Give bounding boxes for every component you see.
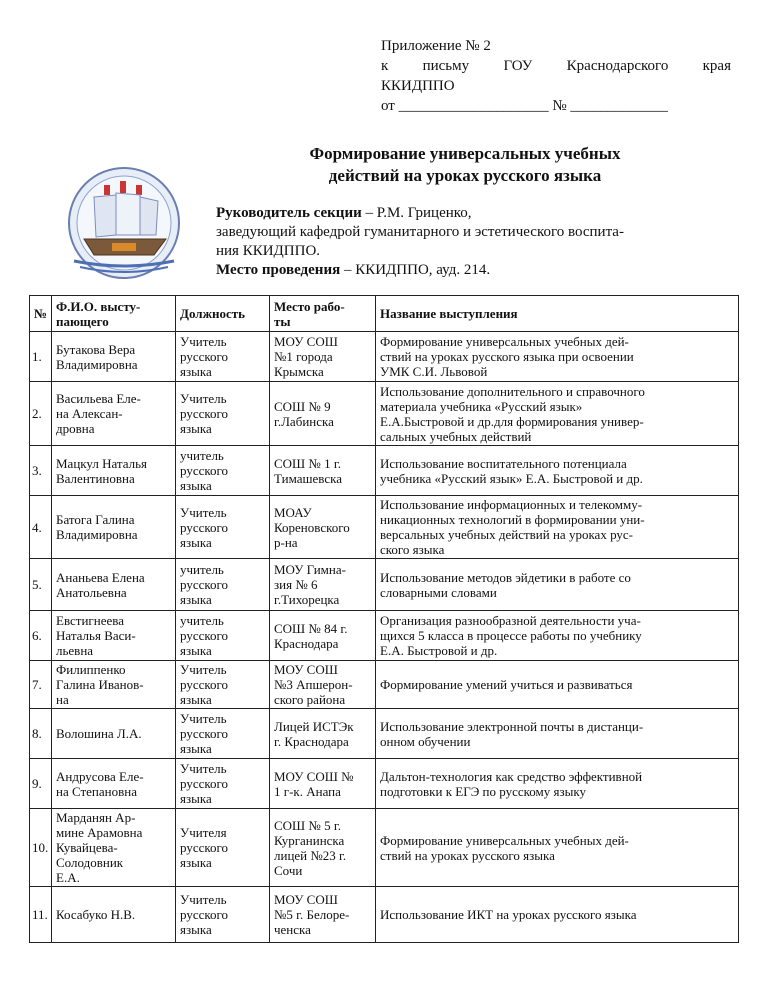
talk-title: Дальтон-технология как средство эффективной подготовки к ЕГЭ по русскому языку — [376, 759, 739, 809]
leader-label: Руководитель секции — [216, 205, 362, 221]
row-number: 7. — [30, 661, 52, 709]
table-row — [30, 661, 739, 709]
row-number: 6. — [30, 611, 52, 661]
venue-value: – ККИДППО, ауд. 214. — [340, 262, 491, 278]
table-row — [30, 809, 739, 887]
table-header-row — [30, 296, 739, 332]
speaker-name: Волошина Л.А. — [52, 709, 176, 759]
talk-title: Формирование универсальных учебных дей- ствий на уроках русского языка при освоении УМК С.И. Львовой — [376, 332, 739, 382]
speaker-workplace: СОШ № 5 г. Курганинска лицей №23 г. Сочи — [270, 809, 376, 887]
speaker-workplace: МОУ Гимна- зия № 6 г.Тихорецка — [270, 559, 376, 611]
row-number: 5. — [30, 559, 52, 611]
talk-title: Использование информационных и телекомму- никационных технологий в формировании уни- версальных учебных действий на уроках рус- ского языка — [376, 496, 739, 559]
leader-position-line-1: заведующий кафедрой гуманитарного и эстетического воспита- — [216, 224, 624, 240]
letter-word: к — [381, 58, 389, 74]
row-number: 1. — [30, 332, 52, 382]
talk-title: Использование ИКТ на уроках русского языка — [376, 887, 739, 943]
talk-title: Формирование умений учиться и развиваться — [376, 661, 739, 709]
speaker-name: Андрусова Еле- на Степановна — [52, 759, 176, 809]
speaker-workplace: МОУ СОШ №3 Апшерон- ского района — [270, 661, 376, 709]
speaker-name: Мацкул Наталья Валентиновна — [52, 446, 176, 496]
row-number: 2. — [30, 382, 52, 446]
table-row — [30, 759, 739, 809]
talk-title: Использование воспитательного потенциала учебника «Русский язык» Е.А. Быстровой и др. — [376, 446, 739, 496]
speaker-position: Учитель русского языка — [176, 887, 270, 943]
section-leader — [216, 204, 728, 223]
speaker-name: Косабуко Н.В. — [52, 887, 176, 943]
ship-logo-icon — [54, 165, 194, 283]
table-row — [30, 887, 739, 943]
speaker-workplace: МОУ СОШ № 1 г-к. Анапа — [270, 759, 376, 809]
table-row — [30, 496, 739, 559]
org-name: ККИДППО — [381, 78, 455, 94]
speaker-workplace: МОУ СОШ №5 г. Белоре- ченска — [270, 887, 376, 943]
speakers-table — [29, 295, 739, 943]
row-number: 3. — [30, 446, 52, 496]
title-line-2: действий на уроках русского языка — [328, 166, 602, 185]
letter-word: ГОУ — [503, 58, 533, 74]
row-number: 4. — [30, 496, 52, 559]
speaker-name: Филиппенко Галина Иванов- на — [52, 661, 176, 709]
talk-title: Организация разнообразной деятельности уча- щихся 5 класса в процессе работы по учебнику Е.А. Быстровой и др. — [376, 611, 739, 661]
speaker-position: учитель русского языка — [176, 559, 270, 611]
leader-position-line-2: ния ККИДППО. — [216, 243, 321, 259]
talk-title: Формирование универсальных учебных дей- ствий на уроках русского языка — [376, 809, 739, 887]
speaker-workplace: СОШ № 9 г.Лабинска — [270, 382, 376, 446]
speaker-workplace: СОШ № 1 г. Тимашевска — [270, 446, 376, 496]
speaker-position: учитель русского языка — [176, 446, 270, 496]
speaker-position: Учитель русского языка — [176, 382, 270, 446]
speaker-position: Учитель русского языка — [176, 661, 270, 709]
title-line-1: Формирование универсальных учебных — [309, 144, 621, 163]
speaker-workplace: МОАУ Кореновского р-на — [270, 496, 376, 559]
appendix-label: Приложение № 2 — [381, 38, 491, 54]
speaker-name: Батога Галина Владимировна — [52, 496, 176, 559]
col-header-topic: Название выступления — [376, 296, 739, 332]
row-number: 11. — [30, 887, 52, 943]
speaker-name: Евстигнеева Наталья Васи- льевна — [52, 611, 176, 661]
speaker-position: учитель русского языка — [176, 611, 270, 661]
row-number: 8. — [30, 709, 52, 759]
speaker-position: Учитель русского языка — [176, 496, 270, 559]
table-row — [30, 611, 739, 661]
letter-word: письму — [422, 58, 470, 74]
speaker-position: Учителя русского языка — [176, 809, 270, 887]
table-row — [30, 332, 739, 382]
speaker-position: Учитель русского языка — [176, 332, 270, 382]
col-header-name: Ф.И.О. высту- пающего — [52, 296, 176, 332]
speaker-workplace: Лицей ИСТЭк г. Краснодара — [270, 709, 376, 759]
col-header-workplace: Место рабо- ты — [270, 296, 376, 332]
letter-word: Краснодарского — [566, 58, 669, 74]
page-title — [230, 143, 700, 187]
speaker-name: Васильева Еле- на Алексан- дровна — [52, 382, 176, 446]
leader-name: – Р.М. Гриценко, — [361, 205, 472, 221]
speaker-position: Учитель русского языка — [176, 709, 270, 759]
venue — [216, 261, 728, 280]
speaker-workplace: СОШ № 84 г. Краснодара — [270, 611, 376, 661]
speaker-workplace: МОУ СОШ №1 города Крымска — [270, 332, 376, 382]
col-header-position: Должность — [176, 296, 270, 332]
date-number-line: от ____________________ № _____________ — [381, 98, 668, 114]
letter-ref-line — [381, 56, 731, 76]
talk-title: Использование электронной почты в дистанци- онном обучении — [376, 709, 739, 759]
col-header-number: № — [30, 296, 52, 332]
letter-word: края — [702, 58, 731, 74]
row-number: 10. — [30, 809, 52, 887]
table-row — [30, 446, 739, 496]
speaker-name: Марданян Ар- мине Арамовна Кувайцева- Солодовник Е.А. — [52, 809, 176, 887]
table-row — [30, 559, 739, 611]
speaker-name: Бутакова Вера Владимировна — [52, 332, 176, 382]
talk-title: Использование дополнительного и справочного материала учебника «Русский язык» Е.А.Быстровой и др.для формирования универ- сальных учебных действий — [376, 382, 739, 446]
row-number: 9. — [30, 759, 52, 809]
talk-title: Использование методов эйдетики в работе со словарными словами — [376, 559, 739, 611]
table-row — [30, 382, 739, 446]
table-row — [30, 709, 739, 759]
speaker-name: Ананьева Елена Анатольевна — [52, 559, 176, 611]
speaker-position: Учитель русского языка — [176, 759, 270, 809]
venue-label: Место проведения — [216, 262, 341, 278]
